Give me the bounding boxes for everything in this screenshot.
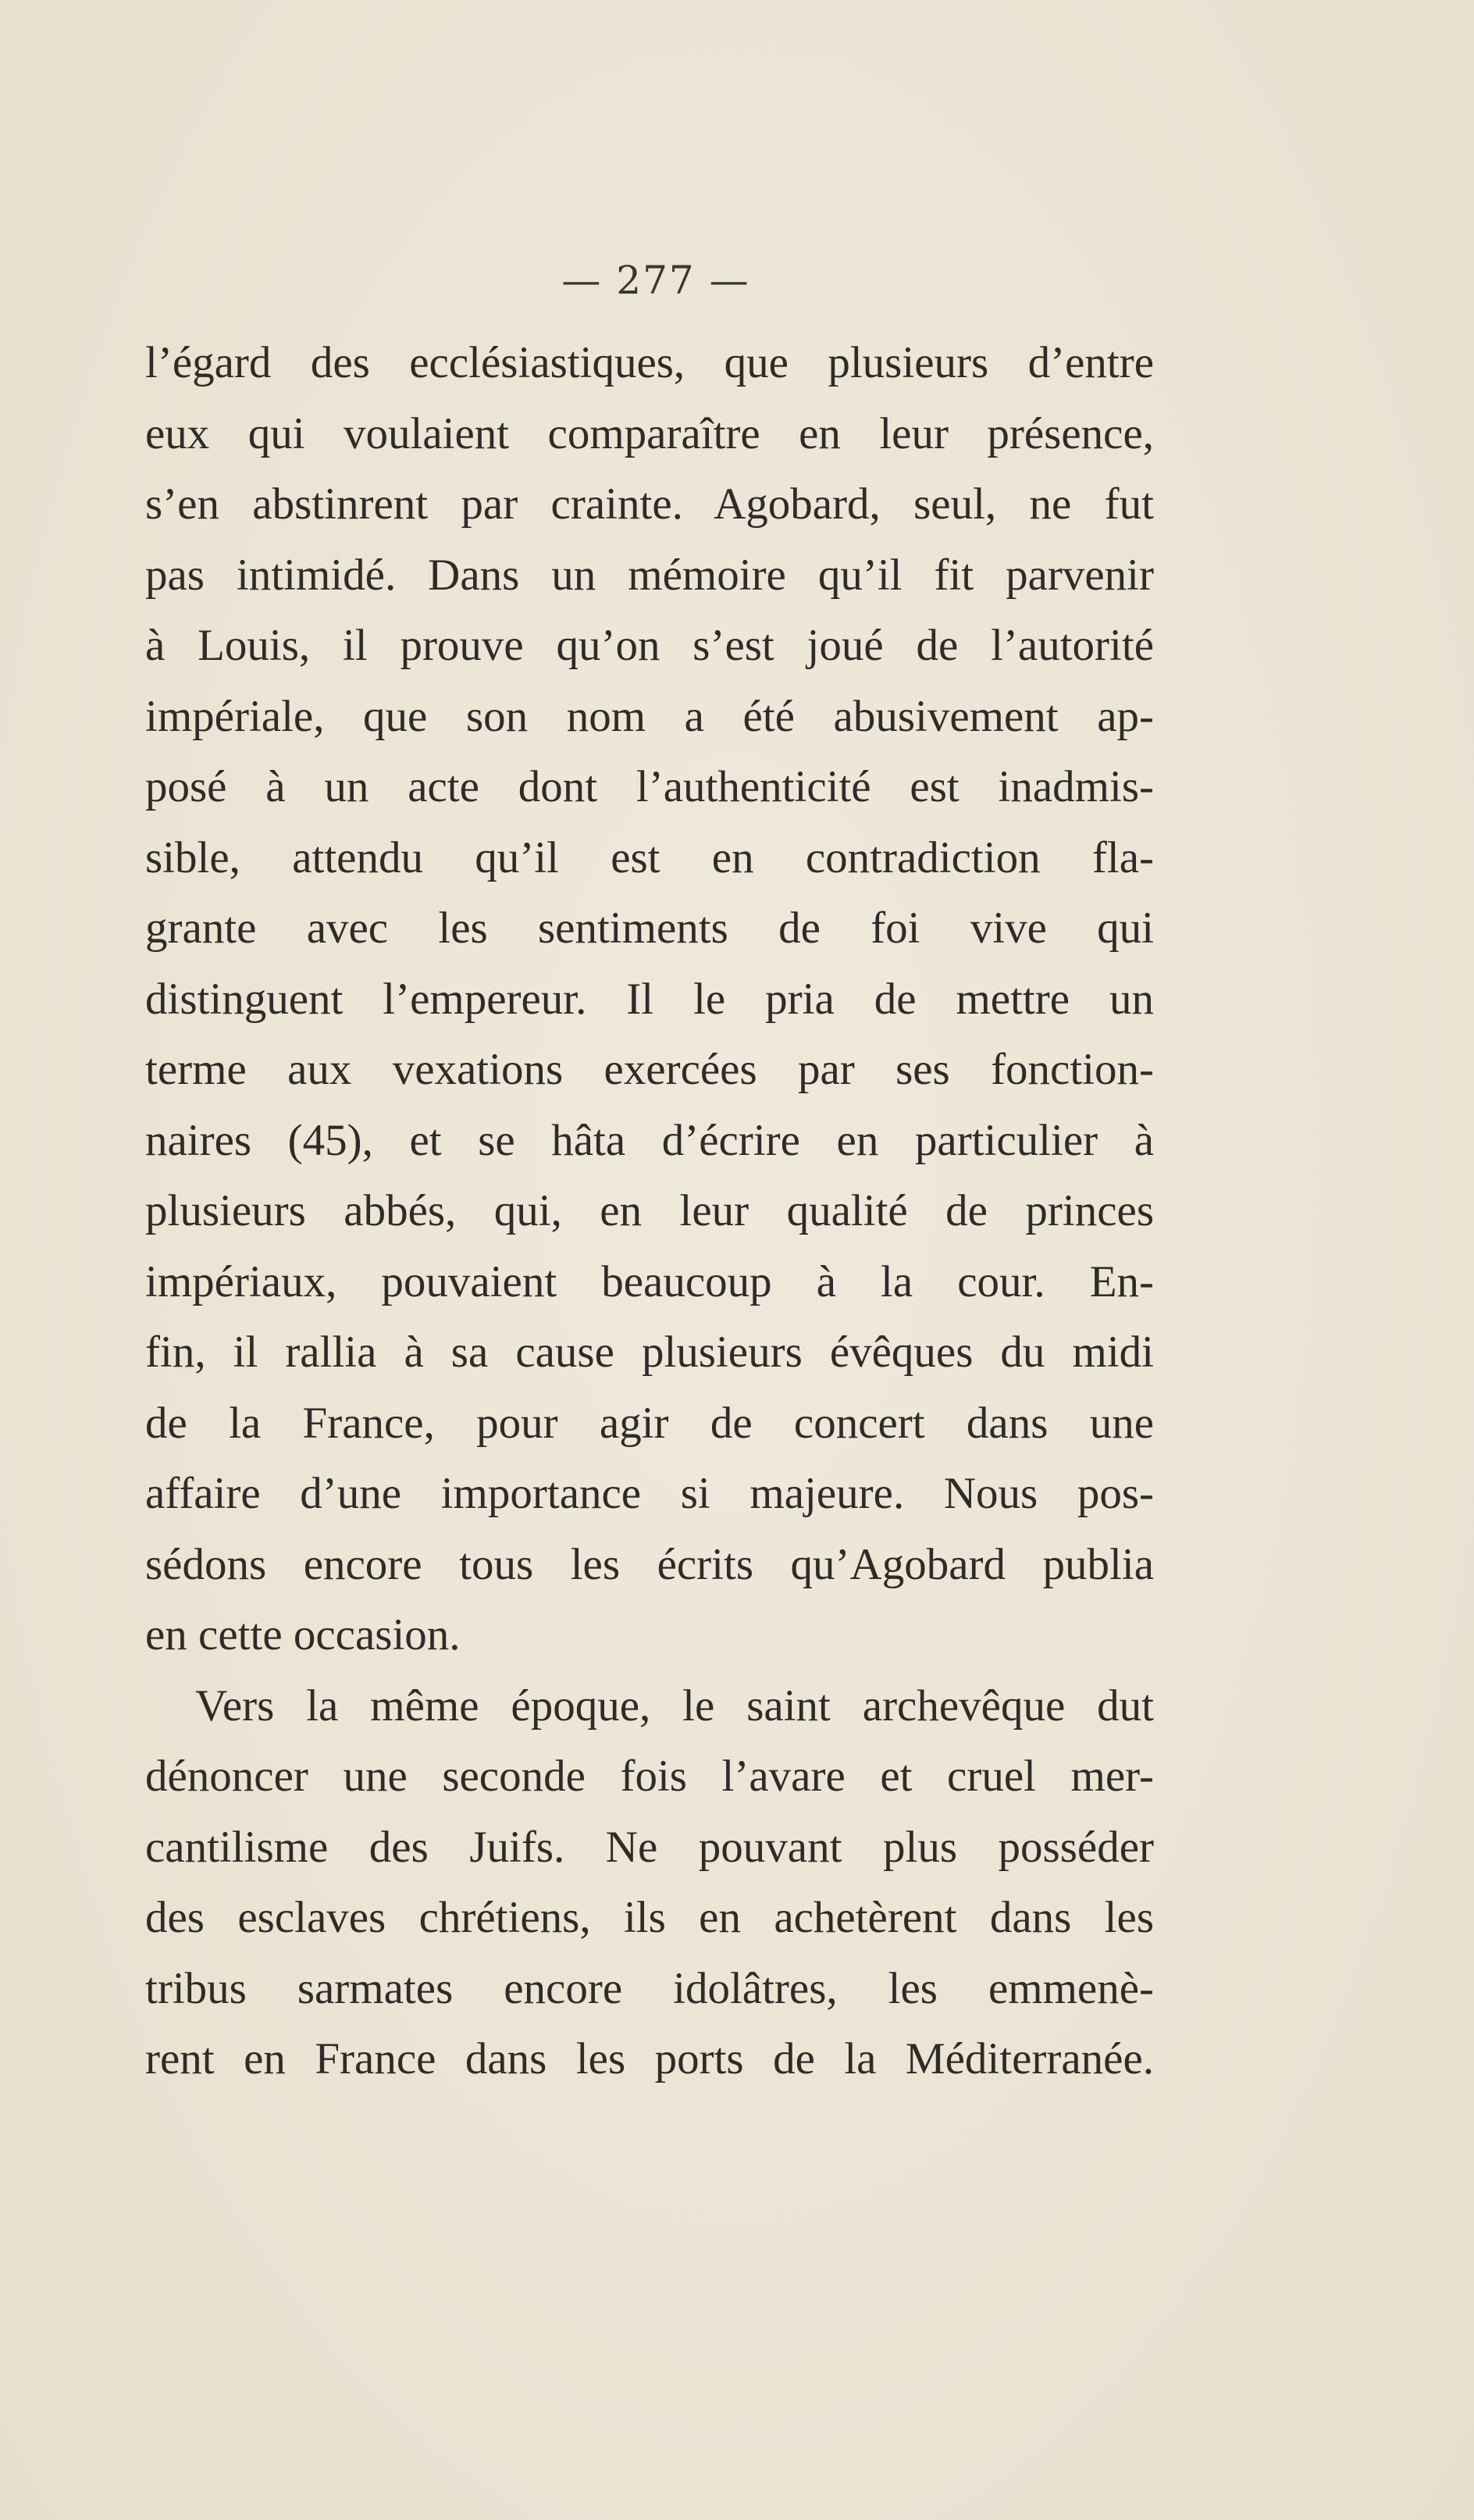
text-line: à Louis, il prouve qu’on s’est joué de l’autorité	[145, 621, 1154, 670]
text-line: fin, il rallia à sa cause plusieurs évêques du midi	[145, 1328, 1154, 1377]
text-line: en cette occasion.	[145, 1610, 461, 1659]
text-line: des esclaves chrétiens, ils en achetèrent dans les	[145, 1893, 1154, 1942]
text-line: de la France, pour agir de concert dans une	[145, 1398, 1154, 1448]
text-line: terme aux vexations exercées par ses fonction-	[145, 1045, 1154, 1094]
text-line: cantilisme des Juifs. Ne pouvant plus posséder	[145, 1822, 1154, 1872]
text-line: naires (45), et se hâta d’écrire en particulier à	[145, 1115, 1154, 1165]
text-line: sédons encore tous les écrits qu’Agobard publia	[145, 1539, 1154, 1589]
body-text	[145, 328, 1154, 2095]
text-line: l’égard des ecclésiastiques, que plusieurs d’entre	[145, 338, 1154, 387]
text-line: plusieurs abbés, qui, en leur qualité de princes	[145, 1186, 1154, 1235]
text-line: Vers la même époque, le saint archevêque dut	[195, 1681, 1154, 1730]
text-line: grante avec les sentiments de foi vive qui	[145, 904, 1154, 953]
text-line: rent en France dans les ports de la Méditerranée.	[145, 2034, 1154, 2083]
text-line: affaire d’une importance si majeure. Nous pos-	[145, 1469, 1154, 1518]
text-line: impériale, que son nom a été abusivement ap-	[145, 691, 1154, 741]
page-number: — 277 —	[561, 258, 750, 303]
text-line: pas intimidé. Dans un mémoire qu’il fit parvenir	[145, 550, 1154, 600]
text-line: s’en abstinrent par crainte. Agobard, seul, ne fut	[145, 479, 1154, 529]
text-line: tribus sarmates encore idolâtres, les emmenè-	[145, 1963, 1154, 2013]
text-line: posé à un acte dont l’authenticité est inadmis-	[145, 762, 1154, 811]
text-line: eux qui voulaient comparaître en leur présence,	[145, 408, 1154, 458]
text-line: impériaux, pouvaient beaucoup à la cour. En-	[145, 1256, 1154, 1306]
text-line: dénoncer une seconde fois l’avare et cruel mer-	[145, 1752, 1154, 1801]
text-line: distinguent l’empereur. Il le pria de mettre un	[145, 974, 1154, 1024]
text-line: sible, attendu qu’il est en contradiction fla-	[145, 832, 1154, 882]
